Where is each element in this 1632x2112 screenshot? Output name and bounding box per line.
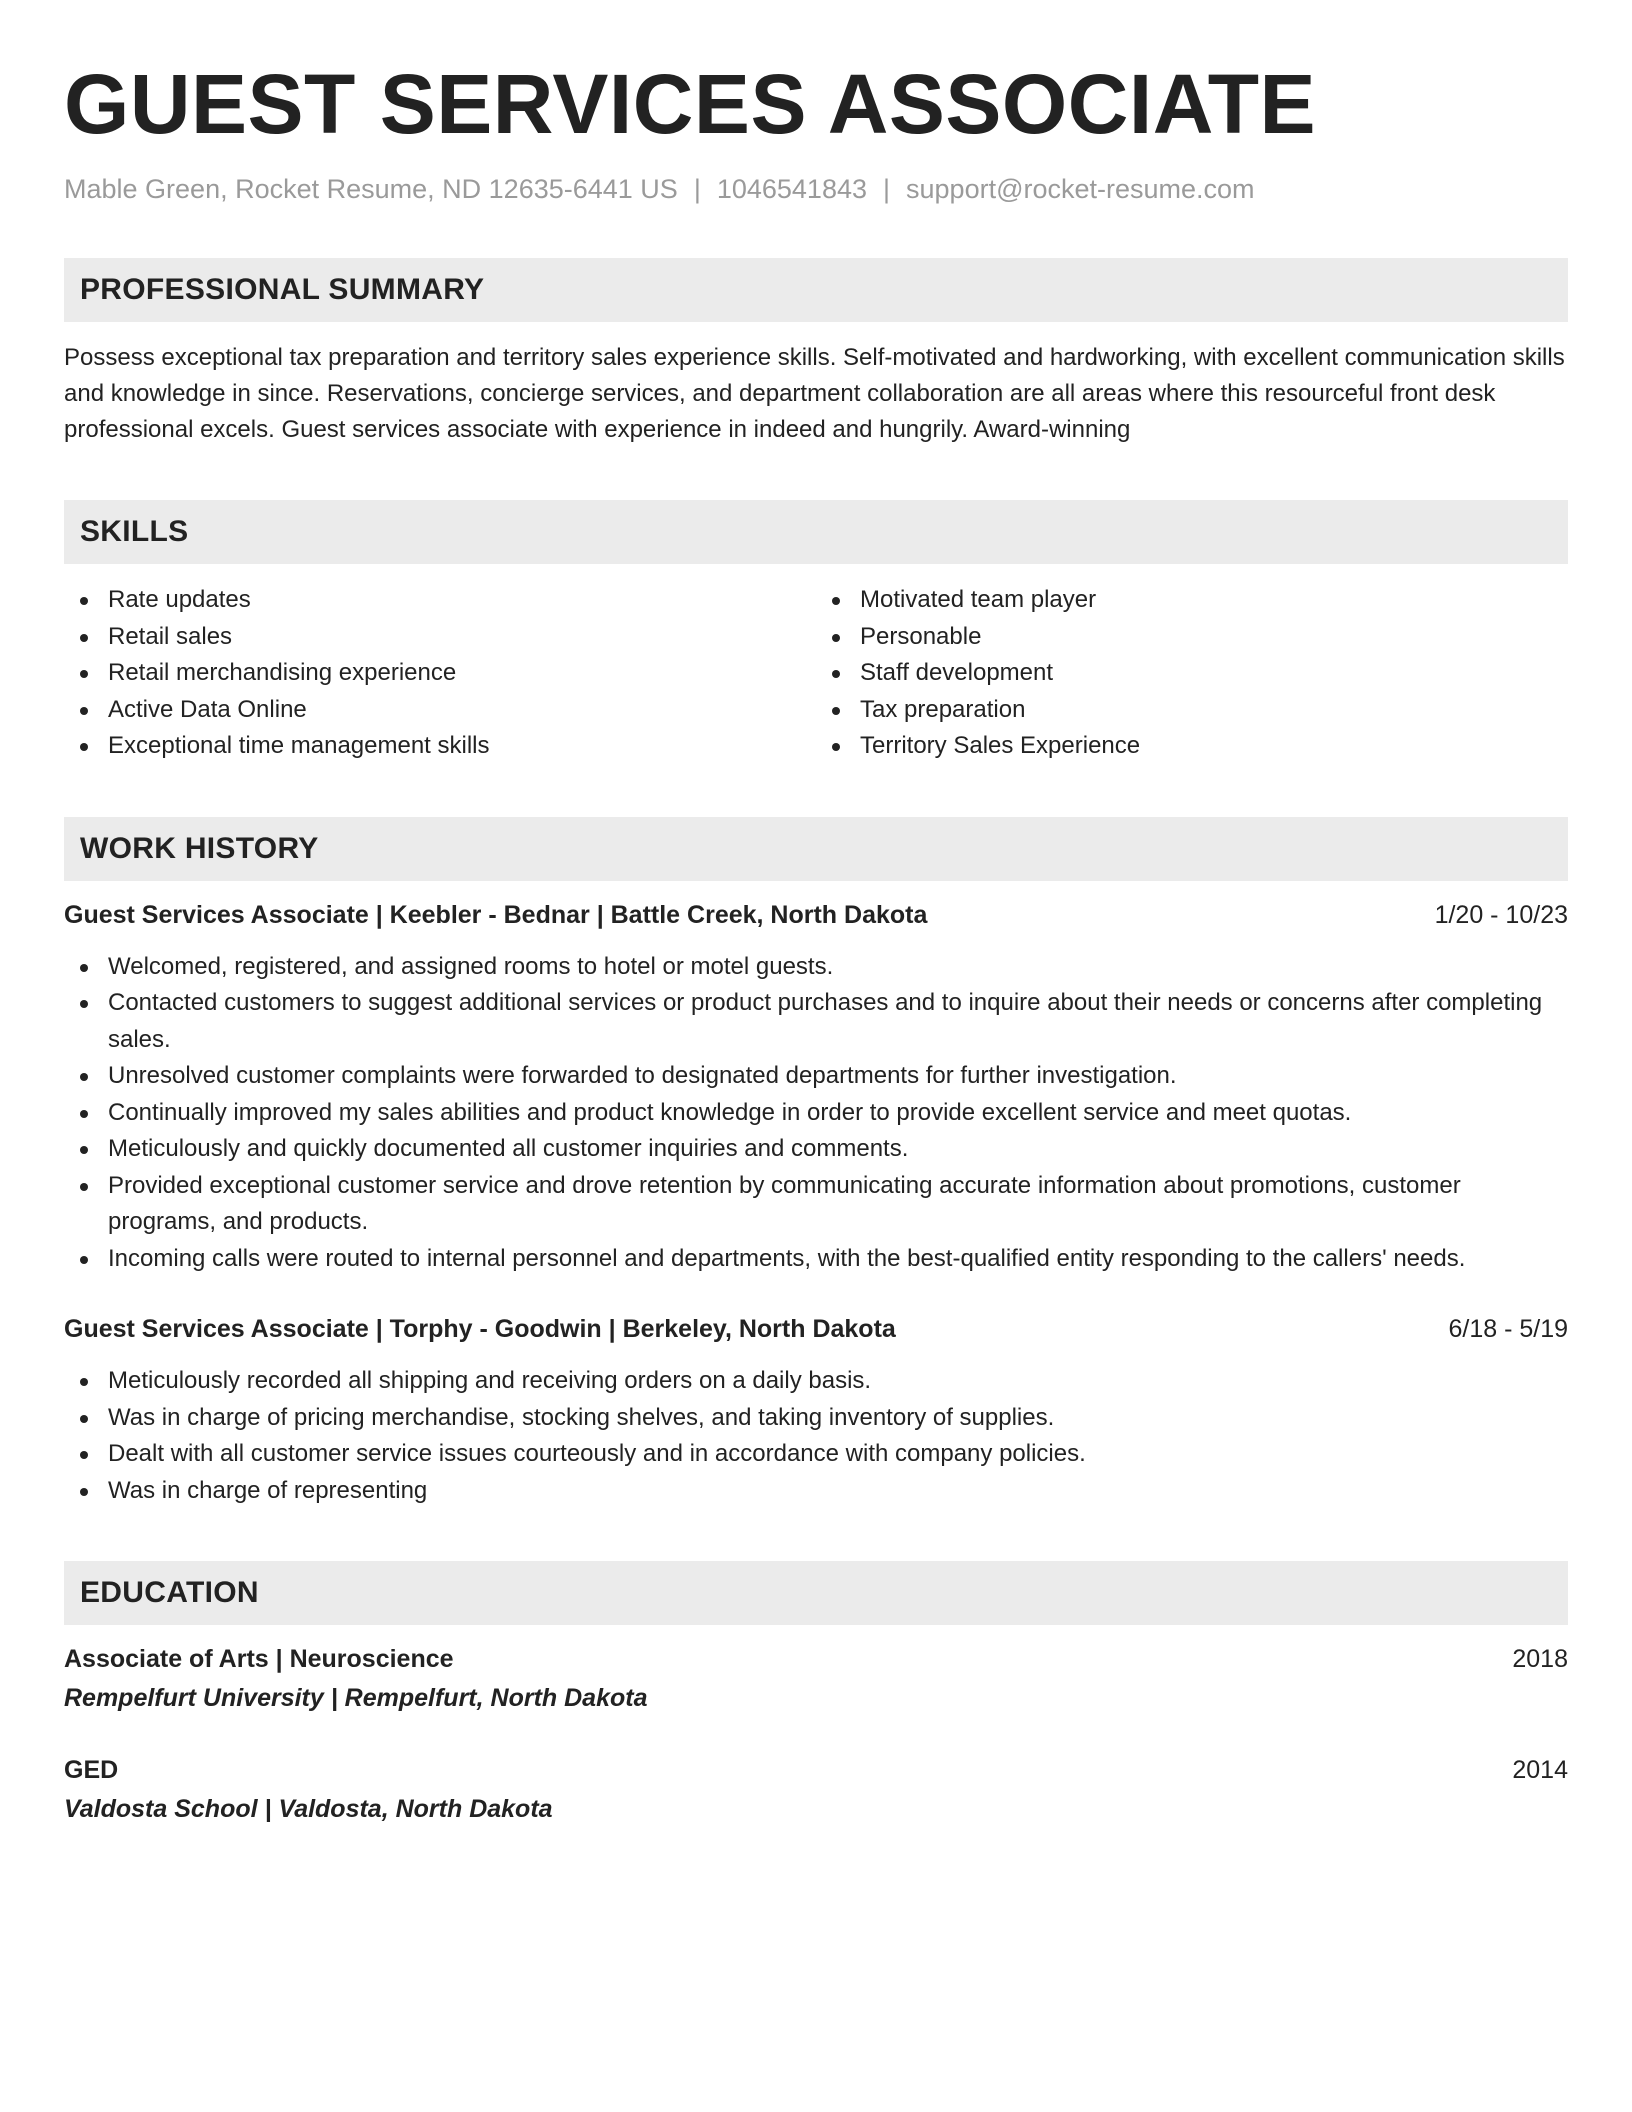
- skill-item: Exceptional time management skills: [64, 728, 816, 765]
- resume-title: GUEST SERVICES ASSOCIATE: [64, 57, 1317, 151]
- job-bullet: Continually improved my sales abilities and product knowledge in order to provide excellent service and meet quotas.: [64, 1095, 1568, 1132]
- job-bullets: [64, 1363, 1568, 1509]
- contact-separator: |: [693, 174, 701, 204]
- skills-heading: SKILLS: [80, 515, 189, 548]
- work-heading-bar: [64, 817, 1568, 881]
- education-entry: [64, 1752, 1568, 1827]
- job-bullet: Was in charge of representing: [64, 1473, 1568, 1510]
- education-entry: [64, 1641, 1568, 1716]
- education-header: [64, 1752, 1568, 1788]
- skill-item: Territory Sales Experience: [816, 728, 1568, 765]
- contact-line: [64, 172, 1568, 206]
- job-dates: 1/20 - 10/23: [1434, 900, 1568, 929]
- skill-item: Staff development: [816, 655, 1568, 692]
- job-title: Guest Services Associate | Torphy - Goodwin | Berkeley, North Dakota: [64, 1315, 896, 1343]
- job-bullet: Welcomed, registered, and assigned rooms to hotel or motel guests.: [64, 949, 1568, 986]
- job-entry: [64, 1311, 1568, 1509]
- education-degree: GED: [64, 1756, 119, 1784]
- education-year: 2018: [1512, 1645, 1568, 1673]
- skill-item: Retail merchandising experience: [64, 655, 816, 692]
- summary-text: Possess exceptional tax preparation and territory sales experience skills. Self-motivated and hardworking, with excellent communication skills and knowledge in since. Reservations, concierge services, and department collaboration are all areas where this resourceful front desk professional excels. Guest services associate with experience in indeed and hungrily. Award-winning: [64, 344, 1565, 443]
- job-bullet: Provided exceptional customer service and drove retention by communicating accurate information about promotions, customer programs, and products.: [64, 1168, 1568, 1241]
- skills-column-right: [816, 582, 1568, 765]
- work-heading: WORK HISTORY: [80, 831, 319, 865]
- job-bullets: [64, 949, 1568, 1278]
- contact-separator: |: [883, 174, 891, 204]
- skill-item: Motivated team player: [816, 582, 1568, 619]
- skills-column-left: [64, 582, 816, 765]
- job-bullet: Meticulously and quickly documented all customer inquiries and comments.: [64, 1131, 1568, 1168]
- job-bullet: Was in charge of pricing merchandise, stocking shelves, and taking inventory of supplies.: [64, 1400, 1568, 1437]
- education-school: Valdosta School | Valdosta, North Dakota: [64, 1795, 553, 1823]
- job-header: [64, 897, 1568, 933]
- contact-address: Mable Green, Rocket Resume, ND 12635-6441 US: [64, 174, 678, 204]
- job-header: [64, 1311, 1568, 1347]
- job-bullet: Incoming calls were routed to internal personnel and departments, with the best-qualified entity responding to the callers' needs.: [64, 1241, 1568, 1278]
- skills-list: [64, 582, 1568, 765]
- job-bullet: Contacted customers to suggest additional services or product purchases and to inquire about their needs or concerns after completing sales.: [64, 985, 1568, 1058]
- skill-item: Tax preparation: [816, 692, 1568, 729]
- education-year: 2014: [1512, 1756, 1568, 1784]
- job-bullet: Unresolved customer complaints were forwarded to designated departments for further investigation.: [64, 1058, 1568, 1095]
- skill-item: Rate updates: [64, 582, 816, 619]
- skill-item: Retail sales: [64, 619, 816, 656]
- summary-heading: PROFESSIONAL SUMMARY: [80, 273, 485, 306]
- skills-heading-bar: [64, 500, 1568, 564]
- skill-item: Personable: [816, 619, 1568, 656]
- summary-heading-bar: [64, 258, 1568, 322]
- education-school: Rempelfurt University | Rempelfurt, North Dakota: [64, 1684, 648, 1712]
- job-title: Guest Services Associate | Keebler - Bednar | Battle Creek, North Dakota: [64, 900, 928, 929]
- job-bullet: Dealt with all customer service issues courteously and in accordance with company policies.: [64, 1436, 1568, 1473]
- education-header: [64, 1641, 1568, 1677]
- skill-item: Active Data Online: [64, 692, 816, 729]
- contact-phone: 1046541843: [716, 174, 867, 204]
- job-dates: 6/18 - 5/19: [1448, 1315, 1568, 1343]
- contact-email: support@rocket-resume.com: [906, 174, 1255, 204]
- job-entry: [64, 897, 1568, 1278]
- job-bullet: Meticulously recorded all shipping and receiving orders on a daily basis.: [64, 1363, 1568, 1400]
- education-heading: EDUCATION: [80, 1576, 259, 1609]
- education-heading-bar: [64, 1561, 1568, 1625]
- education-degree: Associate of Arts | Neuroscience: [64, 1645, 454, 1673]
